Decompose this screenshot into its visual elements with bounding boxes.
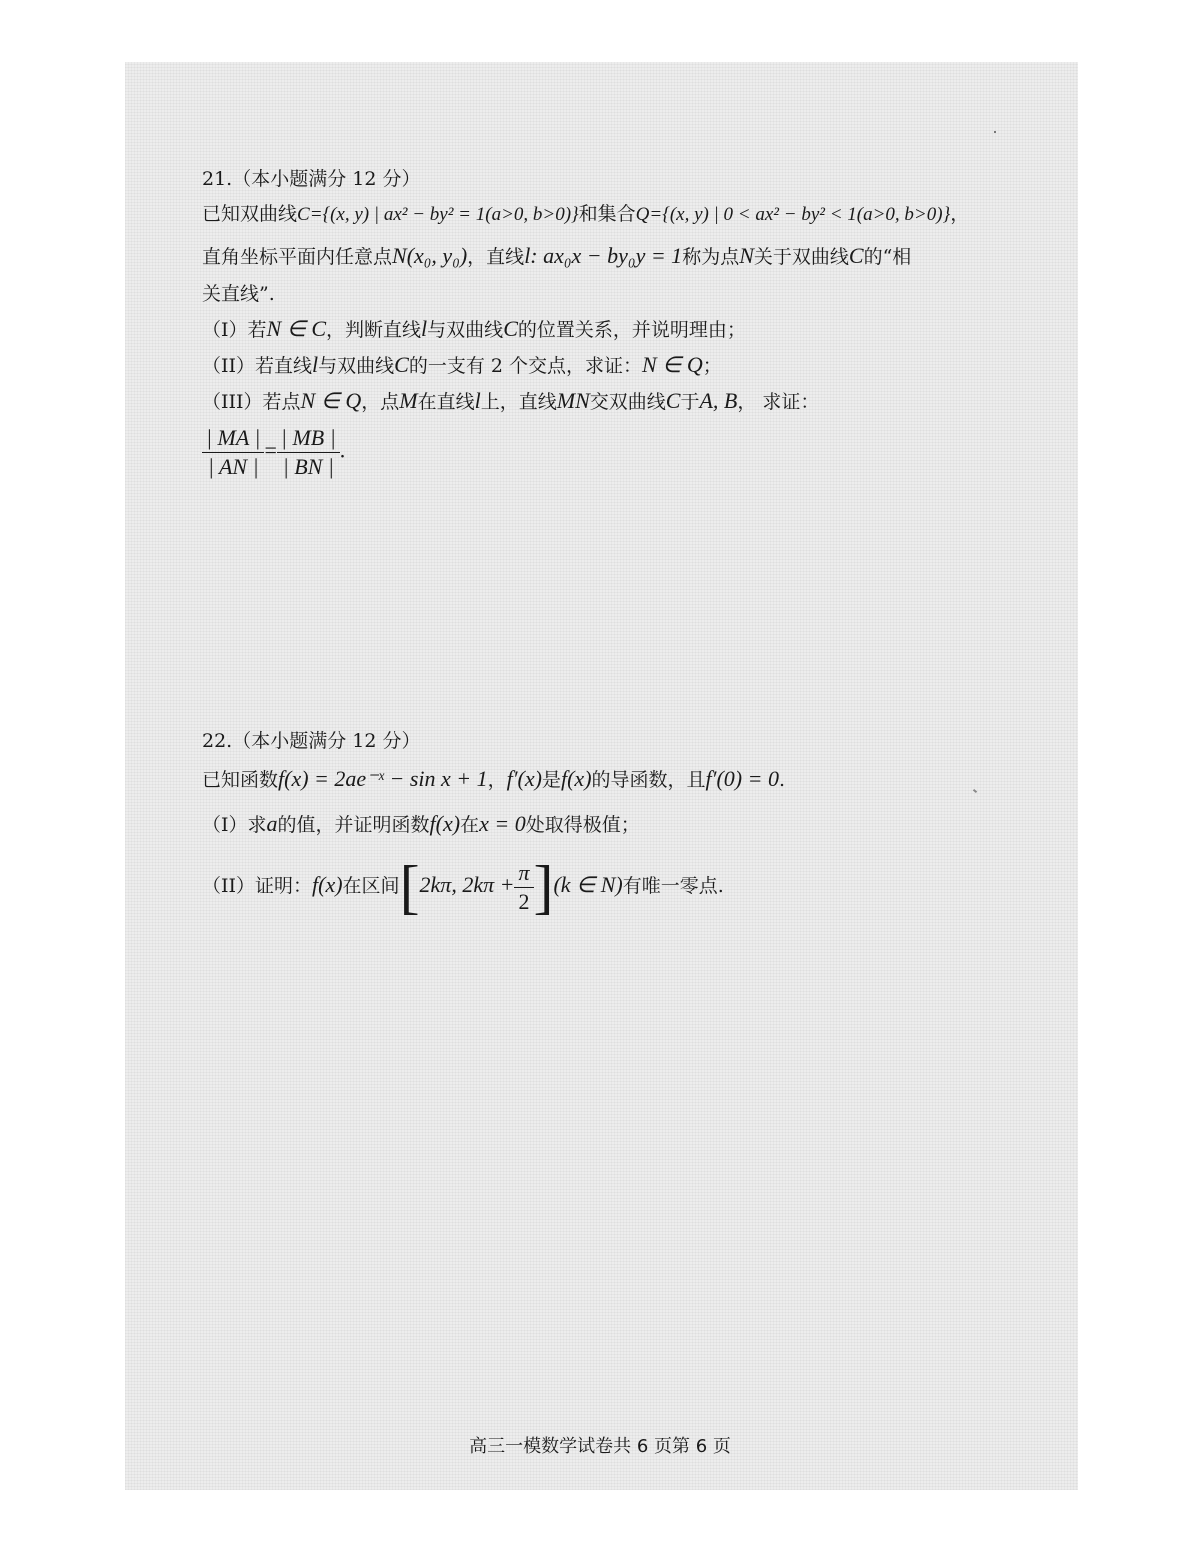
text: ， [950,203,970,225]
fraction-pi-over-2 [514,859,533,916]
footer-text: 高三一模数学试卷共 6 页第 6 页 [469,1436,731,1457]
text: ， 求证： [737,391,820,413]
math: f(x) [560,766,592,791]
math: C [848,243,864,268]
math: N ∈ Q [300,388,362,413]
text: 于 [680,391,700,413]
denominator: | BN | [282,454,334,479]
math: (k ∈ N) [553,872,623,897]
text: 关直线”. [202,283,275,305]
text: 的值，并证明函数 [277,814,430,836]
math: M [399,388,418,413]
math: A, B [699,388,738,413]
q21-line3 [202,280,275,308]
text: 在 [460,814,480,836]
interval-expression: 2kπ, 2kπ + [419,872,515,897]
text: ，点 [361,391,400,413]
equals-sign: = [264,437,277,463]
line-l-equation: l: ax₀x − by₀y = 1 [524,243,683,268]
text: 已知双曲线 [202,203,298,225]
numerator: π [514,859,533,888]
q21-line2 [202,242,911,271]
page-footer [0,1432,1200,1458]
math: MN [556,388,590,413]
math: l [312,352,319,377]
q21-header [202,165,420,193]
text: ，判断直线 [326,319,422,341]
text: 交双曲线 [589,391,666,413]
text: 处取得极值； [525,814,640,836]
math: N ∈ Q [642,352,703,377]
q21-part3 [202,387,819,416]
fraction-ma-an [202,424,264,481]
numerator: | MB | [277,424,340,453]
q21-part1 [202,315,746,344]
function-definition: f(x) = 2ae⁻ˣ − sin x + 1 [278,766,488,791]
point-n: N(x₀, y₀) [392,243,468,268]
text: 是 [541,769,561,791]
period: . [339,437,346,463]
text: 的“相 [863,246,912,268]
math: f(x) [312,872,343,897]
text: 有唯一零点. [622,875,724,897]
math: x = 0 [479,811,526,836]
text: 的位置关系，并说明理由； [517,319,746,341]
math: a [266,811,278,836]
denominator: | AN | [207,454,259,479]
text: 上，直线 [480,391,557,413]
numerator: | MA | [202,424,264,453]
scan-speck [994,131,996,133]
set-q-formula: Q={(x, y) | 0 < ax² − by² < 1(a>0, b>0)} [635,204,951,225]
math: C [503,316,518,341]
q22-line1 [202,765,785,794]
text: ； [702,355,722,377]
text: ， [487,769,507,791]
derivative-condition: f′(0) = 0 [705,766,779,791]
right-bracket: ] [533,854,554,920]
text: （I）求 [202,814,267,836]
text: 的一支有 2 个交点，求证： [408,355,643,377]
math: l [421,316,428,341]
q21-line1 [202,200,969,229]
text: 直角坐标平面内任意点 [202,246,393,268]
text: 的导函数，且 [591,769,706,791]
q22-header [202,727,420,755]
math: f(x) [429,811,461,836]
fraction-mb-bn [277,424,340,481]
text: （II）证明： [202,875,313,897]
text: ，直线 [467,246,525,268]
text: 和集合 [578,203,636,225]
text: 已知函数 [202,769,279,791]
text: （II）若直线 [202,355,313,377]
set-c-formula: C={(x, y) | ax² − by² = 1(a>0, b>0)} [297,204,579,225]
q22-part1 [202,810,640,839]
text: 在区间 [342,875,400,897]
text: 关于双曲线 [753,246,849,268]
math: C [665,388,681,413]
text: 与双曲线 [427,319,504,341]
q22-header-text: 22.（本小题满分 12 分） [202,730,421,752]
text: 称为点 [682,246,740,268]
math: C [394,352,409,377]
q21-header-text: 21.（本小题满分 12 分） [202,168,421,190]
math: l [474,388,481,413]
text: . [778,769,786,791]
math: N ∈ C [266,316,327,341]
text: （I）若 [202,319,267,341]
q22-part2 [202,854,724,920]
q21-equation [202,424,345,481]
q21-part2 [202,351,722,380]
text: 在直线 [417,391,475,413]
math: f′(x) [506,766,542,791]
math: N [739,243,754,268]
text: （III）若点 [202,391,301,413]
denominator: 2 [518,888,530,914]
left-bracket: [ [399,854,420,920]
text: 与双曲线 [318,355,395,377]
